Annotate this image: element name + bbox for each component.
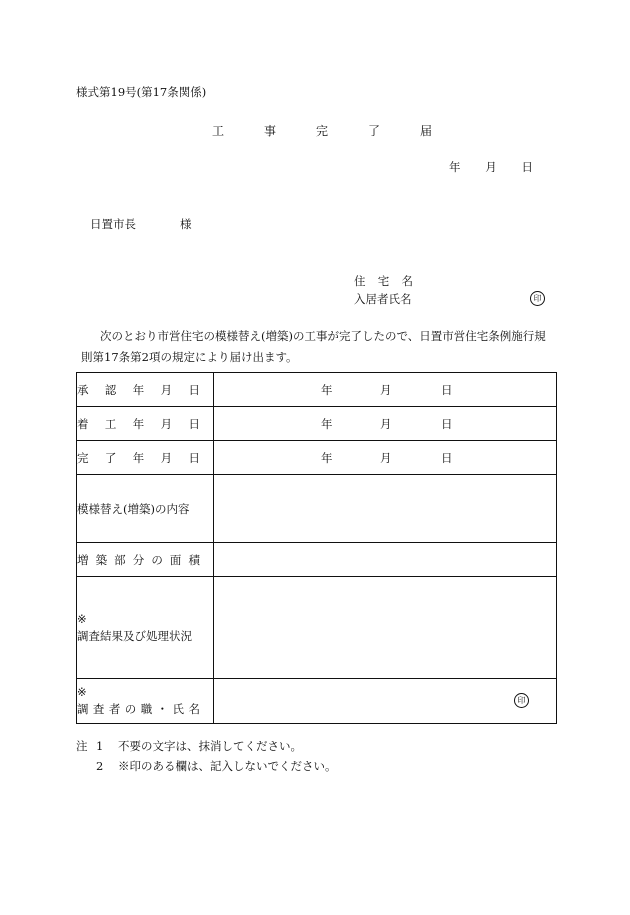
- completion-table: [76, 372, 557, 724]
- notes: [76, 736, 337, 776]
- reference-mark: ※: [77, 685, 87, 699]
- table-row: [77, 679, 557, 724]
- start-date-label: 着 工 年 月 日: [77, 407, 214, 441]
- survey-result-label: ※ 調査結果及び処理状況: [77, 577, 214, 679]
- document-title: 工 事 完 了 届: [212, 124, 432, 138]
- table-row: [77, 577, 557, 679]
- resident-name-label: 入居者氏名: [354, 292, 412, 306]
- inspector-field[interactable]: [214, 679, 557, 724]
- notes-label: 注: [76, 739, 88, 753]
- submission-date: [449, 159, 533, 175]
- table-row: [77, 543, 557, 577]
- inspector-label: ※ 調 査 者 の 職 ・ 氏 名: [77, 679, 214, 724]
- note-item: 注 1 不要の文字は、抹消してください。: [76, 736, 337, 756]
- extension-area-label: 増 築 部 分 の 面 積: [77, 543, 214, 577]
- body-text: 次のとおり市営住宅の模様替え(増築)の工事が完了したので、日置市営住宅条例施行規則第17条第2項の規定により届け出ます。: [81, 329, 546, 364]
- seal-icon: 印: [514, 693, 529, 708]
- date-year: 年: [449, 160, 461, 174]
- table-row: [77, 441, 557, 475]
- resident-address-label: 住 宅 名: [354, 274, 413, 288]
- approval-date-label: 承 認 年 月 日: [77, 373, 214, 407]
- approval-date-field[interactable]: 年 月 日: [214, 373, 557, 407]
- addressee: [90, 216, 192, 232]
- table-row: [77, 373, 557, 407]
- survey-result-field[interactable]: [214, 577, 557, 679]
- table-row: [77, 407, 557, 441]
- start-date-field[interactable]: 年 月 日: [214, 407, 557, 441]
- note-item: 2 ※印のある欄は、記入しないでください。: [96, 759, 337, 773]
- completion-date-label: 完 了 年 月 日: [77, 441, 214, 475]
- extension-area-field[interactable]: [214, 543, 557, 577]
- addressee-suffix: 様: [180, 217, 192, 231]
- form-number: 様式第19号(第17条関係): [76, 85, 207, 99]
- table-row: [77, 475, 557, 543]
- renovation-content-label: 模様替え(増築)の内容: [77, 475, 214, 543]
- seal-icon: 印: [530, 291, 545, 306]
- reference-mark: ※: [77, 611, 87, 626]
- renovation-content-field[interactable]: [214, 475, 557, 543]
- completion-date-field[interactable]: 年 月 日: [214, 441, 557, 475]
- date-month: 月: [485, 160, 497, 174]
- addressee-name: 日置市長: [90, 217, 136, 231]
- date-day: 日: [521, 160, 533, 174]
